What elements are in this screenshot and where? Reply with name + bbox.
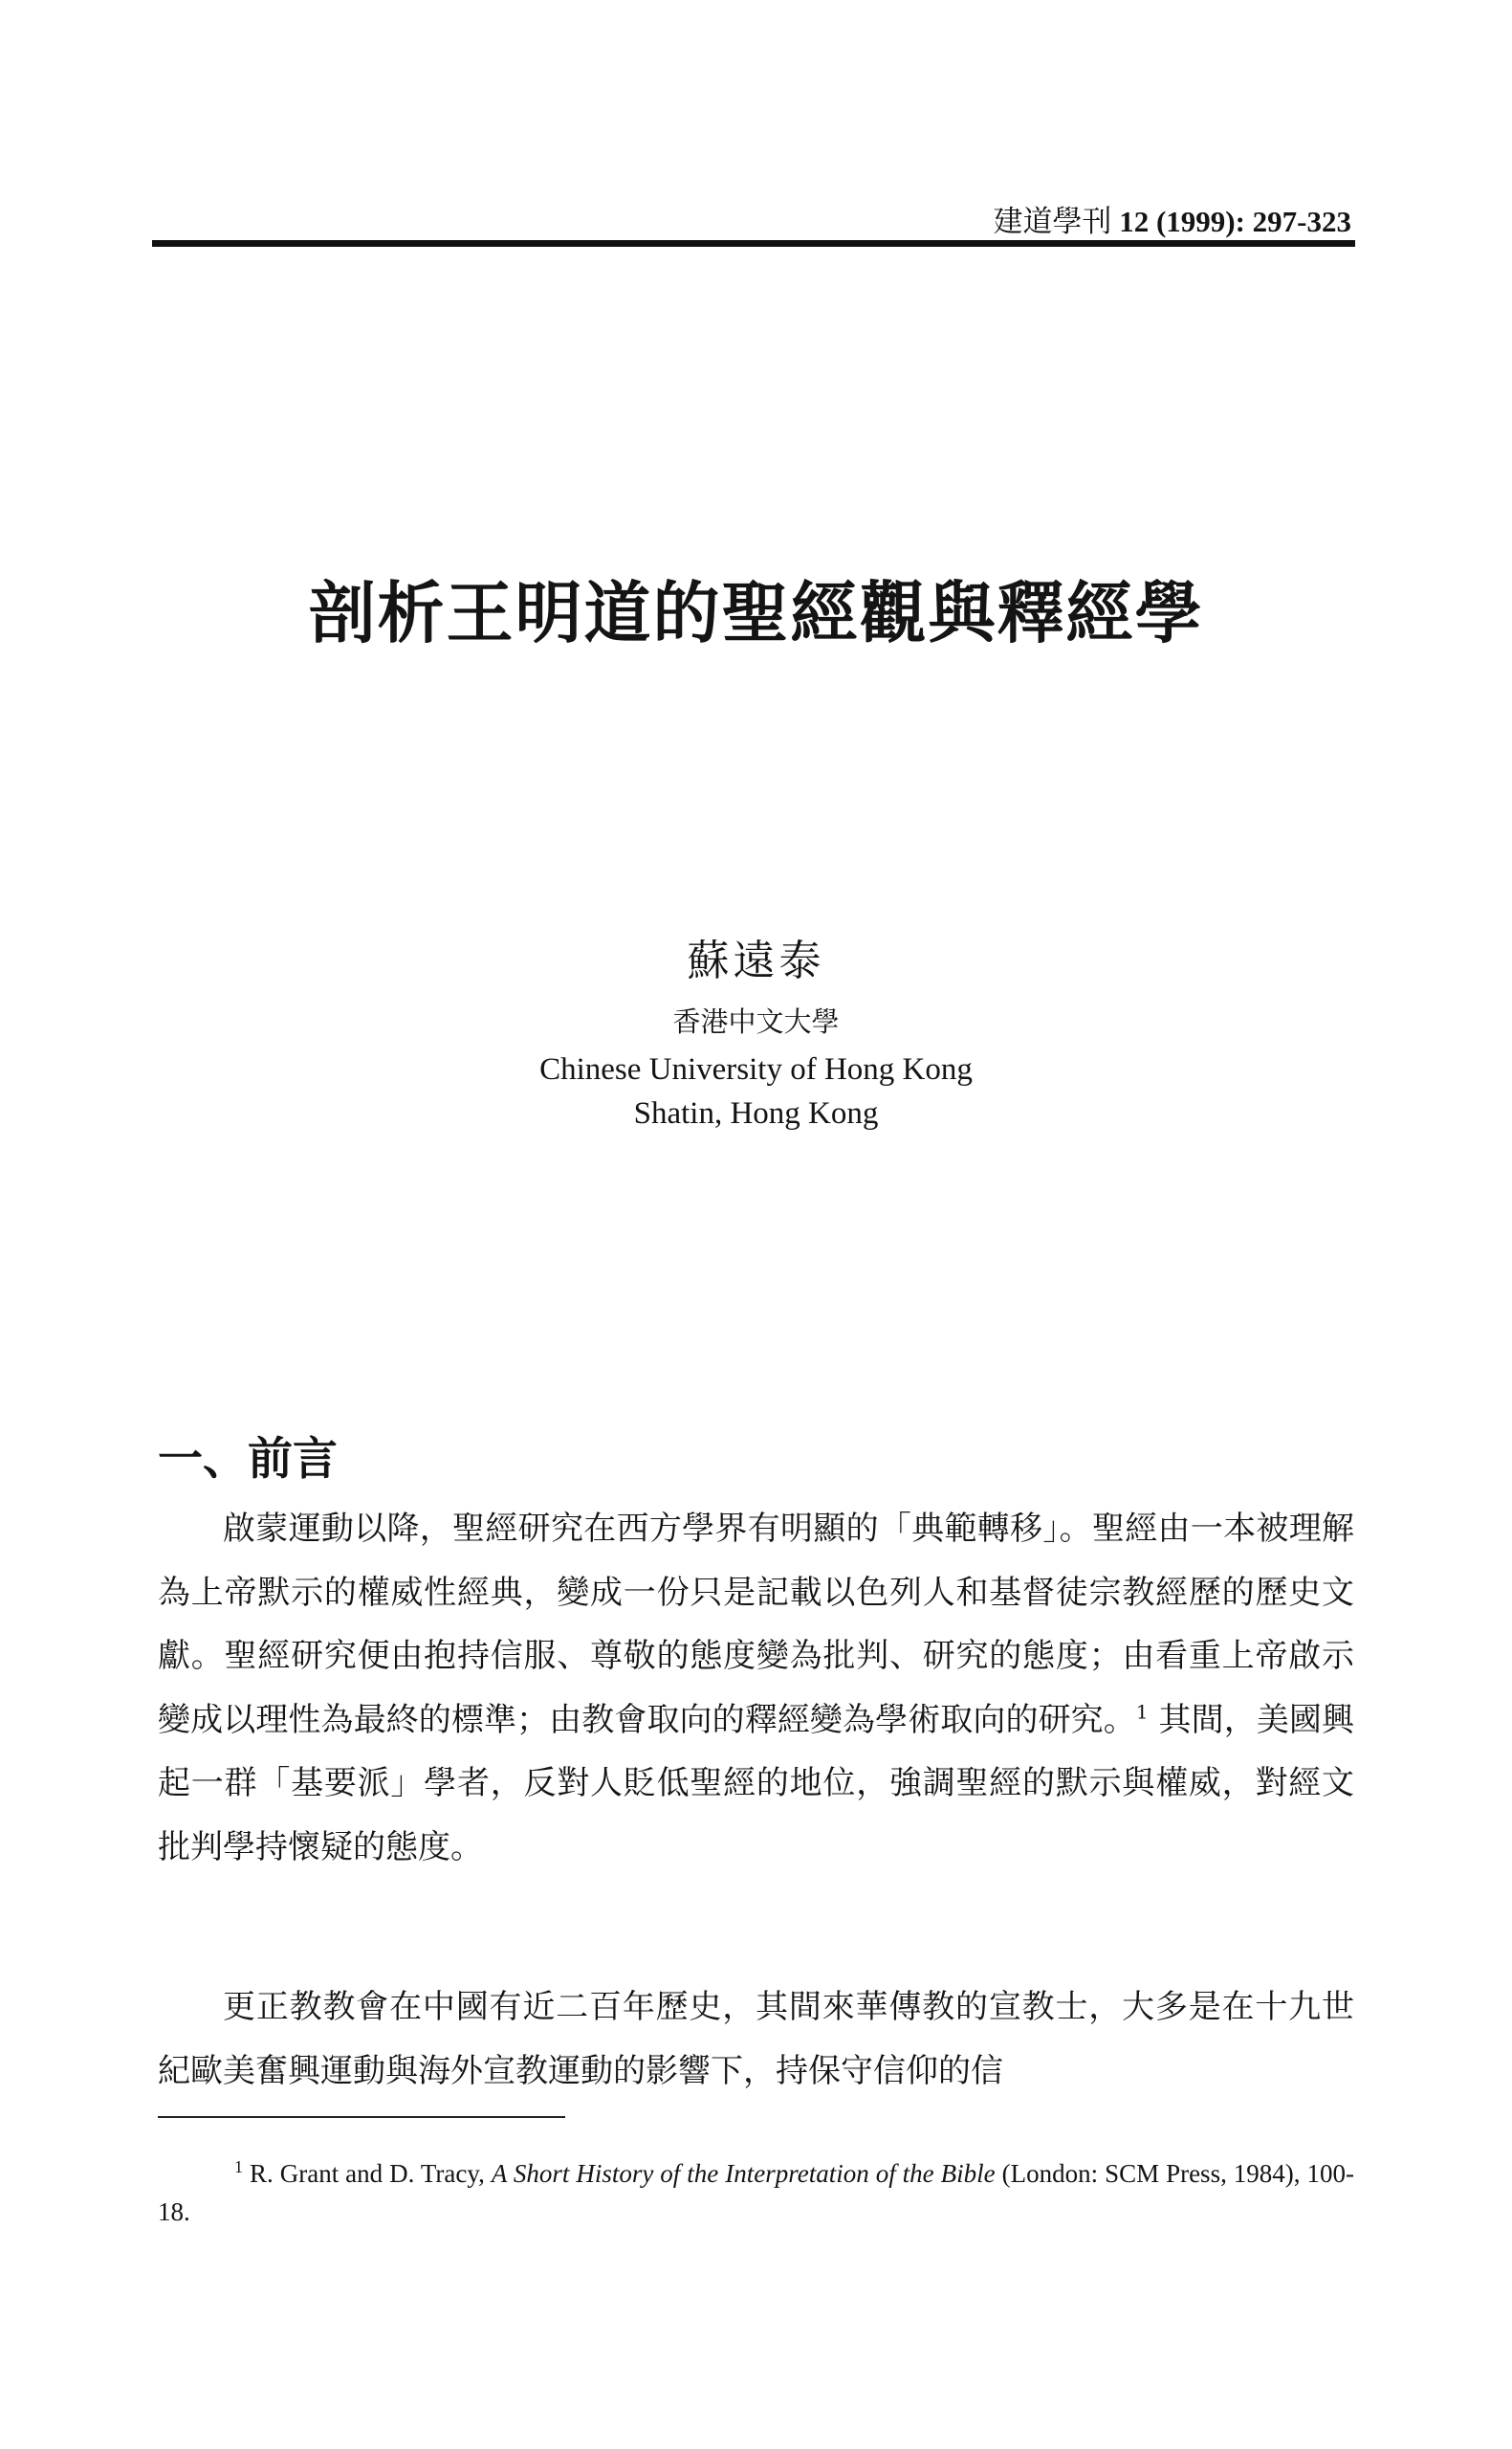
article-title: 剖析王明道的聖經觀與釋經學: [308, 574, 1204, 652]
footnote-rule: [158, 2116, 565, 2118]
footnote-authors: R. Grant and D. Tracy,: [249, 2159, 485, 2188]
paragraph-1-text-b: 其間，美國興起一群「基要派」學者，反對人貶低聖經的地位，強調聖經的默示與權威，對經文批判學持懷疑的態度。: [158, 1700, 1355, 1866]
paragraph-1-text-a: 啟蒙運動以降，聖經研究在西方學界有明顯的「典範轉移」。聖經由一本被理解為上帝默示的權威性經典，變成一份只是記載以色列人和基督徒宗教經歷的歷史文獻。聖經研究便由抱持信服、尊敬的態度變為批判、研究的態度；由看重上帝啟示變成以理性為最終的標準；由教會取向的釋經變為學術取向的研究。: [158, 1510, 1354, 1739]
footnote-number: 1: [234, 2157, 243, 2176]
paragraph-2: 更正教教會在中國有近二百年歷史，其間來華傳教的宣教士，大多是在十九世紀歐美奮興運動與海外宣教運動的影響下，持保守信仰的信: [158, 1988, 1354, 2090]
footnote: [158, 2154, 1354, 2231]
affiliation-location: Shatin, Hong Kong: [633, 1096, 879, 1131]
journal-name: 建道學刊: [993, 205, 1112, 239]
header-rule: [152, 240, 1355, 247]
paragraph-1: [158, 1497, 1354, 1879]
section-heading: 一、前言: [158, 1433, 338, 1486]
footnote-reference: 1: [1135, 1700, 1149, 1724]
journal-citation: [993, 197, 1351, 240]
affiliation-english: Chinese University of Hong Kong: [539, 1052, 973, 1087]
author-name: 蘇遠泰: [687, 937, 825, 985]
footnote-book-title: A Short History of the Interpretation of the Bible: [491, 2159, 996, 2188]
author-block: [0, 926, 1512, 1136]
volume-pages: 12 (1999): 297-323: [1119, 205, 1351, 238]
affiliation-chinese: 香港中文大學: [672, 1005, 840, 1038]
footnote-publication: (London: SCM Press, 1984), 100-18.: [158, 2159, 1355, 2226]
